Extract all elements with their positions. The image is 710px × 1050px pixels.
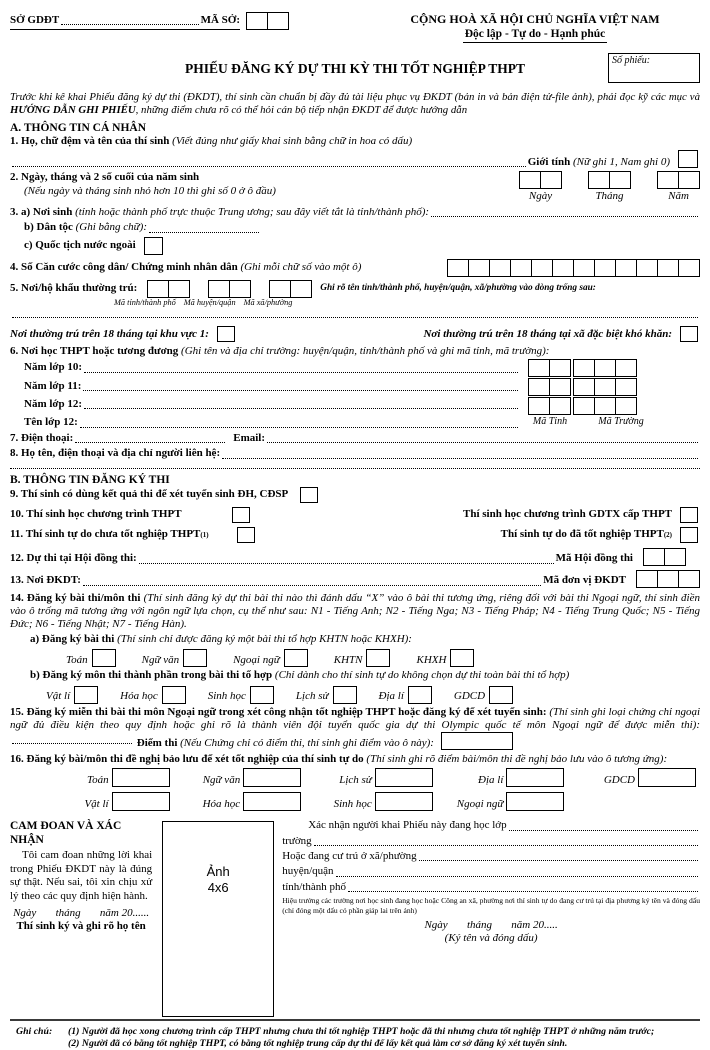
candidate-date-line: Ngày tháng năm 20......: [13, 906, 150, 919]
item15-score-note: (Nếu Chứng chỉ có điểm thi, thí sinh ghi điểm vào ô này):: [180, 737, 434, 750]
department-name-input-line[interactable]: [61, 23, 198, 25]
motto: Độc lập - Tự do - Hạnh phúc: [463, 27, 608, 43]
month-label: Tháng: [595, 190, 624, 203]
item14a-label: a) Đăng ký bài thi: [30, 632, 115, 645]
declaration-left: [10, 819, 152, 1017]
input-cell[interactable]: [531, 259, 553, 277]
form-number-box[interactable]: [608, 53, 700, 83]
confirm-date-line: Ngày tháng năm 20.....: [424, 918, 558, 931]
declaration-body: Tôi cam đoan những lời khai trong Phiếu ĐKDT này là đúng sự thật. Nếu sai, tôi xin chịu xử lý theo các quy định hiện hành.: [10, 849, 153, 902]
item11-left-sup: (1): [200, 530, 209, 539]
kv1-input-cell[interactable]: [217, 326, 235, 342]
input-cell[interactable]: [208, 280, 230, 298]
input-cell[interactable]: [290, 280, 312, 298]
item10-right-label: Thí sinh học chương trình GDTX cấp THPT: [462, 508, 672, 521]
phone-input-line[interactable]: [75, 441, 225, 443]
day-label: Ngày: [528, 190, 553, 203]
input-cell[interactable]: [573, 359, 595, 377]
input-cell[interactable]: [573, 378, 595, 396]
subject-label: Vật lí: [46, 690, 71, 703]
item14a-subjects: [66, 649, 700, 667]
reserve-score-input-cell[interactable]: [506, 768, 564, 787]
reserve-score-input-cell[interactable]: [112, 768, 170, 787]
item14-note: (Thí sinh đăng ký dự thi bài thi nào thì đánh dấu “X” vào ô bài thi tương ứng, riêng đối với bài thi Ngoại ngữ, thí sinh điền vào ô trống mã tương ứng với ngôn ngữ lựa chọn, cụ thể như sau: N1 - Tiếng Anh; N2 - Tiếng Nga; N3 - Tiếng Pháp; N4 - Tiếng Trung Quốc; N5 - Tiếng Đức; N6 - Tiếng Nhật; N7 - Tiếng Hàn).: [10, 591, 700, 631]
residence-input-line[interactable]: [12, 316, 698, 318]
item-2: [10, 171, 700, 203]
national-header: [370, 12, 700, 43]
item5-label: 5. Nơi/hộ khẩu thường trú:: [10, 281, 138, 294]
class-input-line[interactable]: [509, 829, 698, 831]
form-header: [10, 12, 700, 43]
reserve-score-input-cell[interactable]: [638, 768, 696, 787]
input-cell[interactable]: [594, 378, 616, 396]
item11-left-label: 11. Thí sinh tự do chưa tốt nghiệp THPT: [10, 528, 201, 541]
score-input-cell[interactable]: [441, 732, 513, 750]
subject-input-cell[interactable]: [74, 686, 98, 704]
item14a-note: (Thí sinh chỉ được đăng ký một bài thi tổ hợp KHTN hoặc KHXH):: [117, 632, 412, 645]
section-a-heading: A. THÔNG TIN CÁ NHÂN: [10, 121, 146, 134]
item-13: [10, 570, 700, 588]
item11-right-label: Thí sinh tự do đã tốt nghiệp THPT: [500, 528, 664, 541]
grade12-province-cells: [528, 397, 571, 415]
input-cell[interactable]: [519, 171, 541, 189]
photo-box[interactable]: [162, 821, 274, 1017]
item3b-label: b) Dân tộc: [24, 221, 73, 234]
photo-label-2: 4x6: [207, 880, 229, 896]
input-cell[interactable]: [657, 570, 679, 588]
item5-code-labels: [114, 298, 700, 308]
subject-label: Ngoại ngữ: [233, 653, 280, 666]
id-number-cells: [447, 259, 700, 277]
kv1-label: Nơi thường trú trên 18 tháng tại khu vực 1:: [10, 327, 209, 340]
confirm-small-print: Hiệu trưởng các trường nơi học sinh đang học hoặc Công an xã, phường nơi thí sinh tự do đang cư trú tại địa phương ký tên và đóng dấu (chỉ đóng một dấu có phần giáp lai trên ảnh): [282, 896, 700, 915]
input-cell[interactable]: [657, 171, 679, 189]
ward-code-label: Mã xã/phường: [243, 297, 293, 307]
reserve-subject-label: Vật lí: [84, 797, 109, 810]
ma-so-label: MÃ SỞ:: [200, 13, 240, 26]
item1-label: 1. Họ, chữ đệm và tên của thí sinh: [10, 135, 170, 147]
reserve-score-input-cell[interactable]: [375, 768, 433, 787]
gdtx-program-input-cell[interactable]: [680, 507, 698, 523]
email-input-line[interactable]: [267, 441, 698, 443]
reserve-subject-label: Toán: [86, 773, 109, 786]
subject-label: KHTN: [333, 653, 363, 666]
subject-label: Hóa học: [120, 690, 158, 703]
reserve-subject-label: Lịch sử: [339, 773, 372, 786]
section-b-heading: B. THÔNG TIN ĐĂNG KÝ THI: [10, 473, 170, 486]
subject-label: Toán: [66, 653, 88, 666]
input-cell[interactable]: [615, 359, 637, 377]
item6-note: (Ghi tên và địa chỉ trường: huyện/quận, tỉnh/thành phố và ghi mã tỉnh, mã trường):: [181, 344, 550, 357]
title-row: [10, 53, 700, 87]
footnote-label: Ghi chú:: [16, 1026, 53, 1038]
ward-code-cells: [269, 280, 312, 298]
input-cell[interactable]: [573, 397, 595, 415]
email-label: Email:: [233, 431, 266, 444]
grade10-school-cells: [573, 359, 637, 377]
item-3: [10, 206, 700, 256]
birth-day-group: [519, 171, 562, 203]
foreign-nationality-input-cell[interactable]: [144, 237, 163, 255]
grade12-label: Năm lớp 12:: [24, 397, 83, 410]
dkdt-place-input-line[interactable]: [83, 584, 541, 586]
subject-input-cell[interactable]: [250, 686, 274, 704]
ma-tinh-label: Mã Tỉnh: [532, 416, 568, 428]
input-cell[interactable]: [594, 397, 616, 415]
input-cell[interactable]: [468, 259, 490, 277]
input-cell[interactable]: [594, 259, 616, 277]
ward-input-line[interactable]: [419, 859, 698, 861]
gender-note: (Nữ ghi 1, Nam ghi 0): [572, 156, 670, 168]
input-cell[interactable]: [528, 397, 550, 415]
province-code-label: Mã tỉnh/thành phố: [114, 297, 176, 307]
reserve-subject-label: GDCD: [603, 773, 635, 786]
candidate-sign-label: Thí sinh ký và ghi rõ họ tên: [16, 920, 146, 933]
footnote: [10, 1026, 700, 1050]
subject-label: Ngữ văn: [141, 653, 180, 666]
birth-month-group: [588, 171, 631, 203]
gender-label: Giới tính: [527, 156, 571, 168]
item16-label: 16. Đăng ký bài/môn thi đề nghị bảo lưu để xét tốt nghiệp của thí sinh tự do: [10, 752, 364, 765]
intro-text-2: , những điểm chưa rõ có thể hỏi cán bộ tiếp nhận ĐKDT để được hướng dẫn: [135, 103, 468, 116]
reserve-subject-label: Hóa học: [202, 797, 241, 810]
subject-input-cell[interactable]: [450, 649, 474, 667]
so-gddt-label: SỞ GDĐT: [10, 13, 60, 26]
item-11: [10, 527, 700, 544]
item-14b: [10, 669, 700, 682]
reserve-score-input-cell[interactable]: [375, 792, 433, 811]
footnote-2: (2) Người đã có bằng tốt nghiệp THPT, có bằng tốt nghiệp trung cấp dự thi để lấy kết quả làm cơ sở đăng ký xét tuyển sinh.: [68, 1038, 568, 1050]
special-area-input-cell[interactable]: [680, 326, 698, 342]
item13-code-label: Mã đơn vị ĐKDT: [543, 574, 626, 587]
footnote-1: (1) Người đã học xong chương trình cấp THPT nhưng chưa thi tốt nghiệp THPT hoặc đã thi nhưng chưa tốt nghiệp THPT ở những năm trước;: [68, 1026, 655, 1038]
item14b-subjects: [46, 686, 700, 704]
reserve-score-input-cell[interactable]: [243, 792, 301, 811]
item2-label: 2. Ngày, tháng và 2 số cuối của năm sinh: [10, 171, 200, 184]
item-14: [10, 592, 700, 632]
input-cell[interactable]: [588, 171, 610, 189]
input-cell[interactable]: [657, 259, 679, 277]
birth-month-cells: [588, 171, 631, 189]
ma-truong-label: Mã Trường: [598, 416, 644, 428]
subject-input-cell[interactable]: [183, 649, 207, 667]
reserve-score-input-cell[interactable]: [243, 768, 301, 787]
grade12-input-line[interactable]: [84, 407, 518, 409]
grade11-province-cells: [528, 378, 571, 396]
birth-year-group: [657, 171, 700, 203]
thpt-program-input-cell[interactable]: [232, 507, 250, 523]
input-cell[interactable]: [609, 171, 631, 189]
subject-label: KHXH: [416, 653, 447, 666]
bottom-rule: [10, 1019, 700, 1021]
grade11-input-line[interactable]: [83, 389, 518, 391]
item2-note: (Nếu ngày và tháng sinh nhỏ hơn 10 thì ghi số 0 ở ô đầu): [24, 184, 276, 197]
item12-label: 12. Dự thi tại Hội đồng thi:: [10, 552, 137, 565]
input-cell[interactable]: [549, 397, 571, 415]
section-divider: [10, 467, 700, 469]
input-cell[interactable]: [664, 548, 686, 566]
item-10: [10, 507, 700, 524]
certificate-input-line[interactable]: [12, 742, 132, 744]
subject-label: Sinh học: [207, 690, 246, 703]
item9-label: 9. Thí sinh có dùng kết quả thi để xét tuyển sinh ĐH, CĐSP: [10, 488, 289, 501]
subject-input-cell[interactable]: [162, 686, 186, 704]
input-cell[interactable]: [573, 259, 595, 277]
subject-label: GDCD: [453, 690, 486, 703]
fullname-input-line[interactable]: [12, 165, 526, 167]
input-cell[interactable]: [510, 259, 532, 277]
special-area-label: Nơi thường trú trên 18 tháng tại xã đặc biệt khó khăn:: [423, 327, 672, 340]
class12-input-line[interactable]: [80, 426, 518, 428]
item-14a: [10, 633, 700, 646]
input-cell[interactable]: [615, 378, 637, 396]
item-7: [10, 432, 700, 445]
subject-input-cell[interactable]: [333, 686, 357, 704]
district-code-label: Mã huyện/quận: [183, 297, 236, 307]
subject-input-cell[interactable]: [92, 649, 116, 667]
intro-paragraph: [10, 91, 700, 117]
input-cell[interactable]: [267, 12, 289, 30]
item3b-note: (Ghi bằng chữ):: [75, 221, 148, 234]
item-15: [10, 706, 700, 751]
item14-label: 14. Đăng ký bài thi/môn thi: [10, 591, 141, 604]
item11-right-sup: (2): [663, 530, 672, 539]
item16-row2: [38, 792, 696, 811]
grade10-input-line[interactable]: [84, 371, 518, 373]
input-cell[interactable]: [147, 280, 169, 298]
free-candidate-grad-input-cell[interactable]: [680, 527, 698, 543]
exam-council-code-cells: [643, 548, 686, 566]
intro-text-bold: HƯỚNG DẪN GHI PHIẾU: [10, 103, 136, 116]
item-4: [10, 259, 700, 277]
district-input-line[interactable]: [336, 875, 698, 877]
input-cell[interactable]: [678, 259, 700, 277]
form-title: PHIẾU ĐĂNG KÝ DỰ THI KỲ THI TỐT NGHIỆP THPT: [185, 60, 525, 76]
item3a-note: (tỉnh hoặc thành phố trực thuộc Trung ương; sau đây viết tắt là tỉnh/thành phố):: [75, 205, 430, 218]
department-line: [10, 14, 240, 30]
class12-label: Tên lớp 12:: [24, 416, 78, 429]
input-cell[interactable]: [636, 259, 658, 277]
item-12: [10, 548, 700, 566]
confirm-line5-label: tỉnh/thành phố: [282, 880, 347, 893]
item15-note: (Thí sinh ghi loại chứng chỉ ngoại ngữ đủ điều kiện theo quy định hoặc ghi rõ là thành viên đội tuyển quốc gia dự thi Olympic quốc tế môn Ngoại ngữ để được miễn thi):: [10, 705, 700, 732]
input-cell[interactable]: [447, 259, 469, 277]
birth-year-cells: [657, 171, 700, 189]
district-code-cells: [208, 280, 251, 298]
item15-score-label: Điểm thi: [136, 737, 178, 750]
grade12-school-cells: [573, 397, 637, 415]
province-input-line[interactable]: [348, 890, 698, 892]
reserve-score-input-cell[interactable]: [112, 792, 170, 811]
year-label: Năm: [668, 190, 689, 203]
birthplace-input-line[interactable]: [431, 215, 698, 217]
input-cell[interactable]: [678, 570, 700, 588]
reserve-subject-label: Ngoại ngữ: [456, 797, 504, 810]
item-16: [10, 753, 700, 766]
grade11-label: Năm lớp 11:: [24, 379, 82, 392]
dkdt-unit-code-cells: [636, 570, 700, 588]
input-cell[interactable]: [489, 259, 511, 277]
item14b-note: (Chỉ dành cho thí sinh tự do không chọn dự thi toàn bài thi tổ hợp): [274, 669, 570, 682]
input-cell[interactable]: [594, 359, 616, 377]
item8-label: 8. Họ tên, điện thoại và địa chỉ người liên hệ:: [10, 447, 221, 460]
subject-label: Lịch sử: [295, 690, 329, 703]
item4-note: (Ghi mỗi chữ số vào một ô): [240, 260, 362, 273]
reserve-subject-label: Sinh học: [333, 797, 372, 810]
item6-label: 6. Nơi học THPT hoặc tương đương: [10, 344, 179, 357]
item-9: [10, 487, 700, 504]
reserve-subject-label: Địa lí: [478, 773, 504, 786]
item14b-label: b) Đăng ký môn thi thành phần trong bài thi tổ hợp: [30, 669, 273, 682]
use-result-input-cell[interactable]: [300, 487, 318, 503]
input-cell[interactable]: [678, 171, 700, 189]
input-cell[interactable]: [615, 397, 637, 415]
item-5: [10, 280, 700, 343]
language-code-input-cell[interactable]: [284, 649, 308, 667]
confirm-line4-label: huyện/quận: [282, 865, 334, 878]
input-cell[interactable]: [549, 378, 571, 396]
ethnicity-input-line[interactable]: [149, 231, 259, 233]
grade11-school-cells: [573, 378, 637, 396]
item10-left-label: 10. Thí sinh học chương trình THPT: [10, 508, 182, 521]
item4-label: 4. Số Căn cước công dân/ Chứng minh nhân dân: [10, 260, 238, 273]
item3c-label: c) Quốc tịch nước ngoài: [24, 239, 136, 252]
item3a-label: 3. a) Nơi sinh: [10, 205, 73, 218]
reserve-subject-label: Ngữ văn: [202, 773, 241, 786]
input-cell[interactable]: [229, 280, 251, 298]
contact-person-input-line[interactable]: [222, 457, 698, 459]
school-input-line[interactable]: [314, 844, 698, 846]
input-cell[interactable]: [552, 259, 574, 277]
subject-input-cell[interactable]: [489, 686, 513, 704]
subject-input-cell[interactable]: [366, 649, 390, 667]
input-cell[interactable]: [643, 548, 665, 566]
school-code-grid: [528, 359, 700, 430]
item-6: [10, 345, 700, 430]
input-cell[interactable]: [269, 280, 291, 298]
confirm-line3-label: Hoặc đang cư trú ở xã/phường: [282, 850, 417, 863]
item16-row1: [38, 768, 696, 787]
item13-label: 13. Nơi ĐKDT:: [10, 574, 81, 587]
declaration-heading: CAM ĐOAN VÀ XÁC NHẬN: [10, 820, 122, 847]
nation-title: CỘNG HOÀ XÃ HỘI CHỦ NGHĨA VIỆT NAM: [410, 12, 660, 26]
input-cell[interactable]: [246, 12, 268, 30]
item-8: [10, 447, 700, 460]
reserve-score-input-cell[interactable]: [506, 792, 564, 811]
department-code-cells: [246, 12, 289, 30]
gender-input-cell[interactable]: [678, 150, 698, 168]
free-candidate-notgrad-input-cell[interactable]: [237, 527, 255, 543]
input-cell[interactable]: [168, 280, 190, 298]
grade10-label: Năm lớp 10:: [24, 361, 83, 374]
form-number-label: Số phiếu:: [612, 54, 651, 66]
item1-note: (Viết đúng như giấy khai sinh bằng chữ in hoa có dấu): [172, 135, 413, 147]
item12-code-label: Mã Hội đồng thi: [555, 552, 633, 565]
declaration-section: [10, 819, 700, 1017]
input-cell[interactable]: [528, 378, 550, 396]
item5-note: Ghi rõ tên tỉnh/thành phố, huyện/quận, xã/phường vào dòng trống sau:: [320, 282, 596, 293]
input-cell[interactable]: [528, 359, 550, 377]
confirm-sign-label: (Ký tên và đóng dấu): [444, 932, 538, 945]
province-code-cells: [147, 280, 190, 298]
subject-label: Địa lí: [378, 690, 404, 703]
item7-label: 7. Điện thoại:: [10, 431, 74, 444]
input-cell[interactable]: [636, 570, 658, 588]
exam-council-input-line[interactable]: [139, 562, 554, 564]
birth-day-cells: [519, 171, 562, 189]
item16-note: (Thí sinh ghi rõ điểm bài/môn thi đề nghị bảo lưu vào ô tương ứng):: [366, 752, 668, 765]
input-cell[interactable]: [540, 171, 562, 189]
item-1: [10, 135, 700, 169]
subject-input-cell[interactable]: [408, 686, 432, 704]
grade10-province-cells: [528, 359, 571, 377]
item15-label: 15. Đăng ký miễn thi bài thi môn Ngoại ngữ trong xét công nhận tốt nghiệp THPT hoặc đăng ký để xét tuyển sinh:: [10, 705, 547, 718]
intro-text-1: Trước khi kê khai Phiếu đăng ký dự thi (ĐKDT), thí sinh cần chuẩn bị đầy đủ tài liệu phục vụ ĐKDT (bản in và bản điện tử-file ảnh), phải đọc kỹ các mục và: [10, 90, 700, 103]
input-cell[interactable]: [615, 259, 637, 277]
input-cell[interactable]: [549, 359, 571, 377]
declaration-right: [282, 819, 700, 1017]
confirm-line1-label: Xác nhận người khai Phiếu này đang học lớp: [308, 819, 507, 832]
photo-label-1: Ảnh: [206, 864, 230, 880]
confirm-line2-label: trường: [282, 834, 312, 847]
